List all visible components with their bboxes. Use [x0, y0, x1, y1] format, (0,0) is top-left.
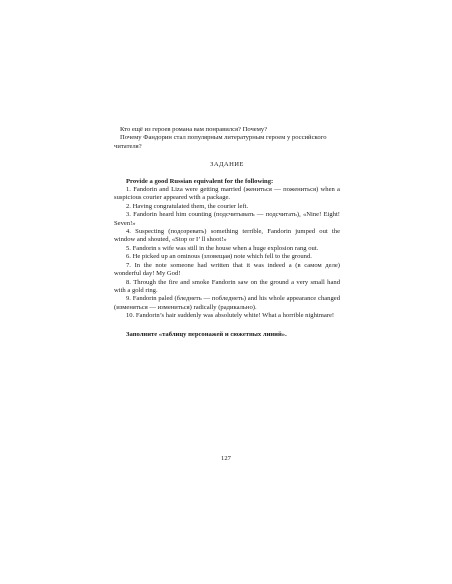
exercise-item: 1. Fandorin and Liza were getting married (жениться — пожениться) when a suspicious courier appeared with a package. — [114, 186, 340, 202]
table-task: Заполните «таблицу персонажей и сюжетных линий». — [126, 330, 287, 338]
intro-questions — [114, 126, 340, 151]
exercise-list — [114, 186, 340, 321]
page-number: 127 — [221, 455, 231, 462]
exercise-item: 7. In the note someone had written that it was indeed a (в самом деле) wonderful day! My God! — [114, 261, 340, 278]
exercise-item: 3. Fandorin heard him counting (подсчитывать — подсчитать), «Nine! Eight! Seven!» — [114, 211, 340, 227]
exercise-item: 4. Suspecting (подозревать) something terrible, Fandorin jumped out the window and shouted, «Stop or I’ ll shoot!» — [114, 228, 340, 244]
exercise-item: 5. Fandorin s wife was still in the house when a huge explosion rang out. — [126, 244, 319, 252]
section-heading: ЗАДАНИЕ — [210, 161, 244, 169]
exercise-item: 10. Fandorin’s hair suddenly was absolutely white! What a horrible nightmare! — [126, 312, 335, 320]
exercise-instruction: Provide a good Russian equivalent for the following: — [126, 177, 274, 185]
page-content — [114, 126, 340, 339]
exercise-item: 2. Having congratulated them, the courier left. — [126, 202, 249, 210]
exercise-item: 6. He picked up an ominous (зловещая) note which fell to the ground. — [126, 253, 312, 261]
exercise-item: 8. Through the fire and smoke Fandorin saw on the ground a very small hand with a gold ring. — [114, 278, 340, 294]
intro-question-2: Почему Фандорин стал популярным литературным героем у российского читателя? — [114, 134, 327, 150]
exercise-item: 9. Fandorin paled (бледнеть — побледнеть) and his whole appearance changed (изменяться — измениться) radically (радикально). — [114, 295, 340, 311]
intro-question-1: Кто ещё из героев романа вам понравился? Почему? — [120, 126, 268, 133]
